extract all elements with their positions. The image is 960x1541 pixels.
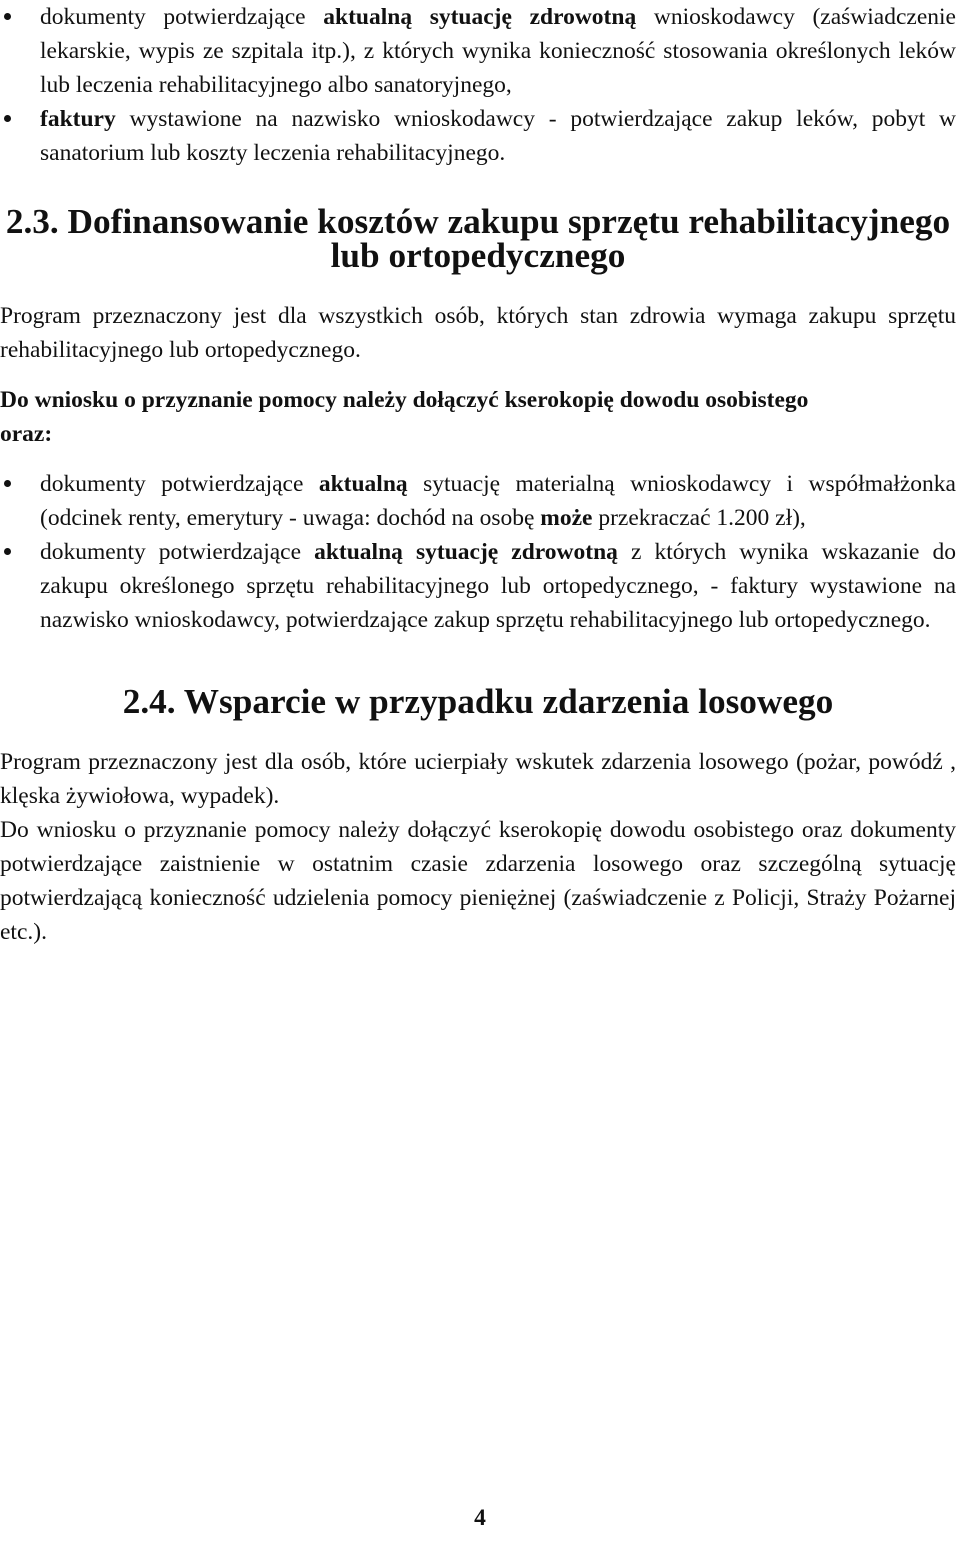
section-2-4-requirement: Do wniosku o przyznanie pomocy należy dołączyć kserokopię dowodu osobistego oraz dokumenty potwierdzające zaistnienie w ostatnim czasie zdarzenia losowego oraz szczególną sytuację potwierdzającą konieczność udzielenia pomocy pieniężnej (zaświadczenie z Policji, Straży Pożarnej etc.). — [0, 817, 956, 945]
list-item — [0, 102, 956, 170]
bullet-text: wnioskodawcy (zaświadczenie lekarskie, wypis ze szpitala itp.), z których wynika konieczność stosowania określonych leków lub leczenia rehabilitacyjnego albo sanatoryjnego, — [40, 4, 956, 98]
section-heading-2-3 — [0, 202, 956, 275]
requirement-text: Do wniosku o przyznanie pomocy należy dołączyć kserokopię dowodu osobistego — [0, 387, 809, 413]
bullet-text: dokumenty potwierdzające — [40, 4, 324, 30]
bullet-text: z których wynika wskazanie do zakupu określonego sprzętu rehabilitacyjnego lub ortopedycznego, - faktury wystawione na nazwisko wnioskodawcy, potwierdzające zakup sprzętu rehabilitacyjnego lub ortopedycznego. — [40, 539, 956, 633]
list-item — [0, 467, 956, 535]
section-2-3-intro: Program przeznaczony jest dla wszystkich osób, których stan zdrowia wymaga zakupu sprzętu rehabilitacyjnego lub ortopedycznego. — [0, 303, 956, 363]
spacer — [0, 719, 956, 745]
heading-line: lub ortopedycznego — [330, 236, 626, 275]
section-2-4-intro: Program przeznaczony jest dla osób, które ucierpiały wskutek zdarzenia losowego (pożar, powódź , klęska żywiołowa, wypadek). — [0, 749, 956, 809]
spacer — [0, 367, 956, 383]
section-2-3-bullet-list — [0, 467, 956, 637]
heading-line: 2.4. Wsparcie w przypadku zdarzenia losowego — [122, 682, 834, 721]
section-2-3-oraz — [0, 417, 956, 451]
bullet-bold-text: aktualną sytuację zdrowotną — [323, 4, 637, 30]
bullet-text: sytuację materialną wnioskodawcy i współmałżonka (odcinek renty, emerytury - uwaga: dochód na osobę — [40, 471, 956, 531]
oraz-label: oraz: — [0, 421, 53, 447]
bullet-text: przekraczać 1.200 zł), — [592, 505, 806, 531]
spacer — [0, 273, 956, 299]
bullet-bold-text: aktualną sytuację zdrowotną — [314, 539, 618, 565]
heading-line: 2.3. Dofinansowanie kosztów zakupu sprzętu rehabilitacyjnego — [5, 202, 951, 241]
bullet-text: dokumenty potwierdzające — [40, 471, 319, 497]
bullet-bold-text: aktualną — [318, 471, 408, 497]
list-item — [0, 0, 956, 102]
section-2-3-requirement — [0, 383, 956, 417]
spacer — [0, 170, 956, 205]
bullet-text: wystawione na nazwisko wnioskodawcy - potwierdzające zakup leków, pobyt w sanatorium lub koszty leczenia rehabilitacyjnego. — [40, 106, 956, 166]
list-item — [0, 535, 956, 637]
section-heading-2-4 — [0, 682, 956, 721]
page-number: 4 — [474, 1505, 486, 1531]
bullet-bold-text: może — [540, 505, 593, 531]
bullet-bold-text: faktury — [40, 106, 116, 132]
bullet-text: dokumenty potwierdzające — [40, 539, 315, 565]
spacer — [0, 451, 956, 467]
spacer — [0, 637, 956, 685]
top-bullet-list — [0, 0, 956, 170]
